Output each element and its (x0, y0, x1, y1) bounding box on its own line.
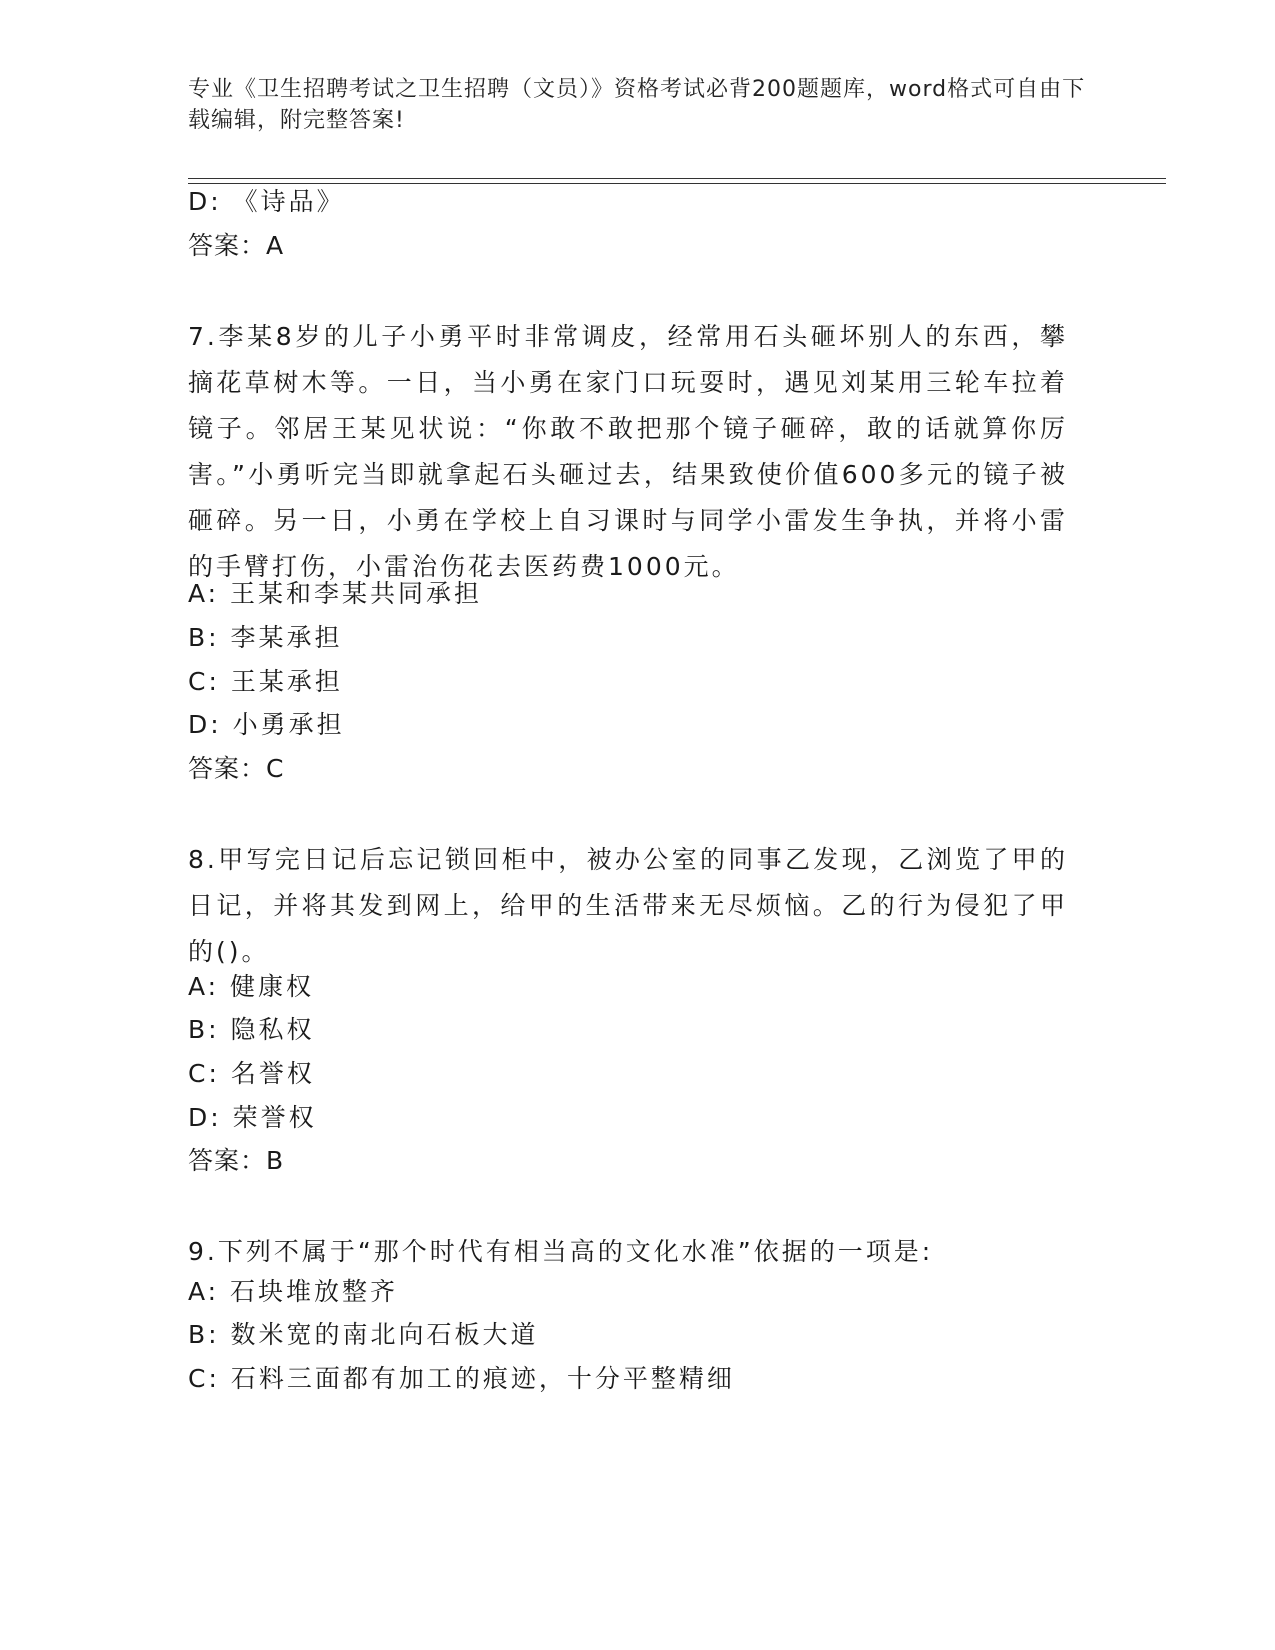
header-divider-top (188, 178, 1166, 179)
q9-option-c: C: 石料三面都有加工的痕迹，十分平整精细 (188, 1364, 735, 1393)
q7-option-a: A: 王某和李某共同承担 (188, 579, 483, 608)
q7-option-c: C: 王某承担 (188, 667, 343, 696)
q8-option-b: B: 隐私权 (188, 1015, 315, 1044)
q8-answer: 答案：B (188, 1146, 285, 1175)
q8-option-a: A: 健康权 (188, 972, 315, 1001)
q7-option-d: D: 小勇承担 (188, 710, 345, 739)
q9-option-b: B: 数米宽的南北向石板大道 (188, 1320, 539, 1349)
q9-text: 9.下列不属于“那个时代有相当高的文化水准”依据的一项是: (188, 1237, 934, 1266)
q7-answer: 答案：C (188, 754, 285, 783)
q6-answer: 答案：A (188, 231, 285, 260)
header-divider-bottom (188, 183, 1166, 184)
q8-option-c: C: 名誉权 (188, 1059, 315, 1088)
q7-text: 7.李某8岁的儿子小勇平时非常调皮，经常用石头砸坏别人的东西，攀摘花草树木等。一日，当小勇在家门口玩耍时，遇见刘某用三轮车拉着镜子。邻居王某见状说：“你敢不敢把那个镜子砸碎，敢的话就算你厉害。”小勇听完当即就拿起石头砸过去，结果致使价值600多元的镜子被砸碎。另一日，小勇在学校上自习课时与同学小雷发生争执，并将小雷的手臂打伤，小雷治伤花去医药费1000元。 (188, 322, 1068, 581)
header-title: 专业《卫生招聘考试之卫生招聘（文员）》资格考试必背200题题库，word格式可自由下载编辑，附完整答案! (188, 77, 1086, 133)
q8-option-d: D: 荣誉权 (188, 1103, 317, 1132)
q9-option-a: A: 石块堆放整齐 (188, 1277, 399, 1306)
q6-option-d: D: 《诗品》 (188, 187, 345, 216)
q8-text: 8.甲写完日记后忘记锁回柜中，被办公室的同事乙发现，乙浏览了甲的日记，并将其发到网上，给甲的生活带来无尽烦恼。乙的行为侵犯了甲的()。 (188, 845, 1068, 966)
q7-option-b: B: 李某承担 (188, 623, 343, 652)
page-header (188, 74, 1088, 136)
